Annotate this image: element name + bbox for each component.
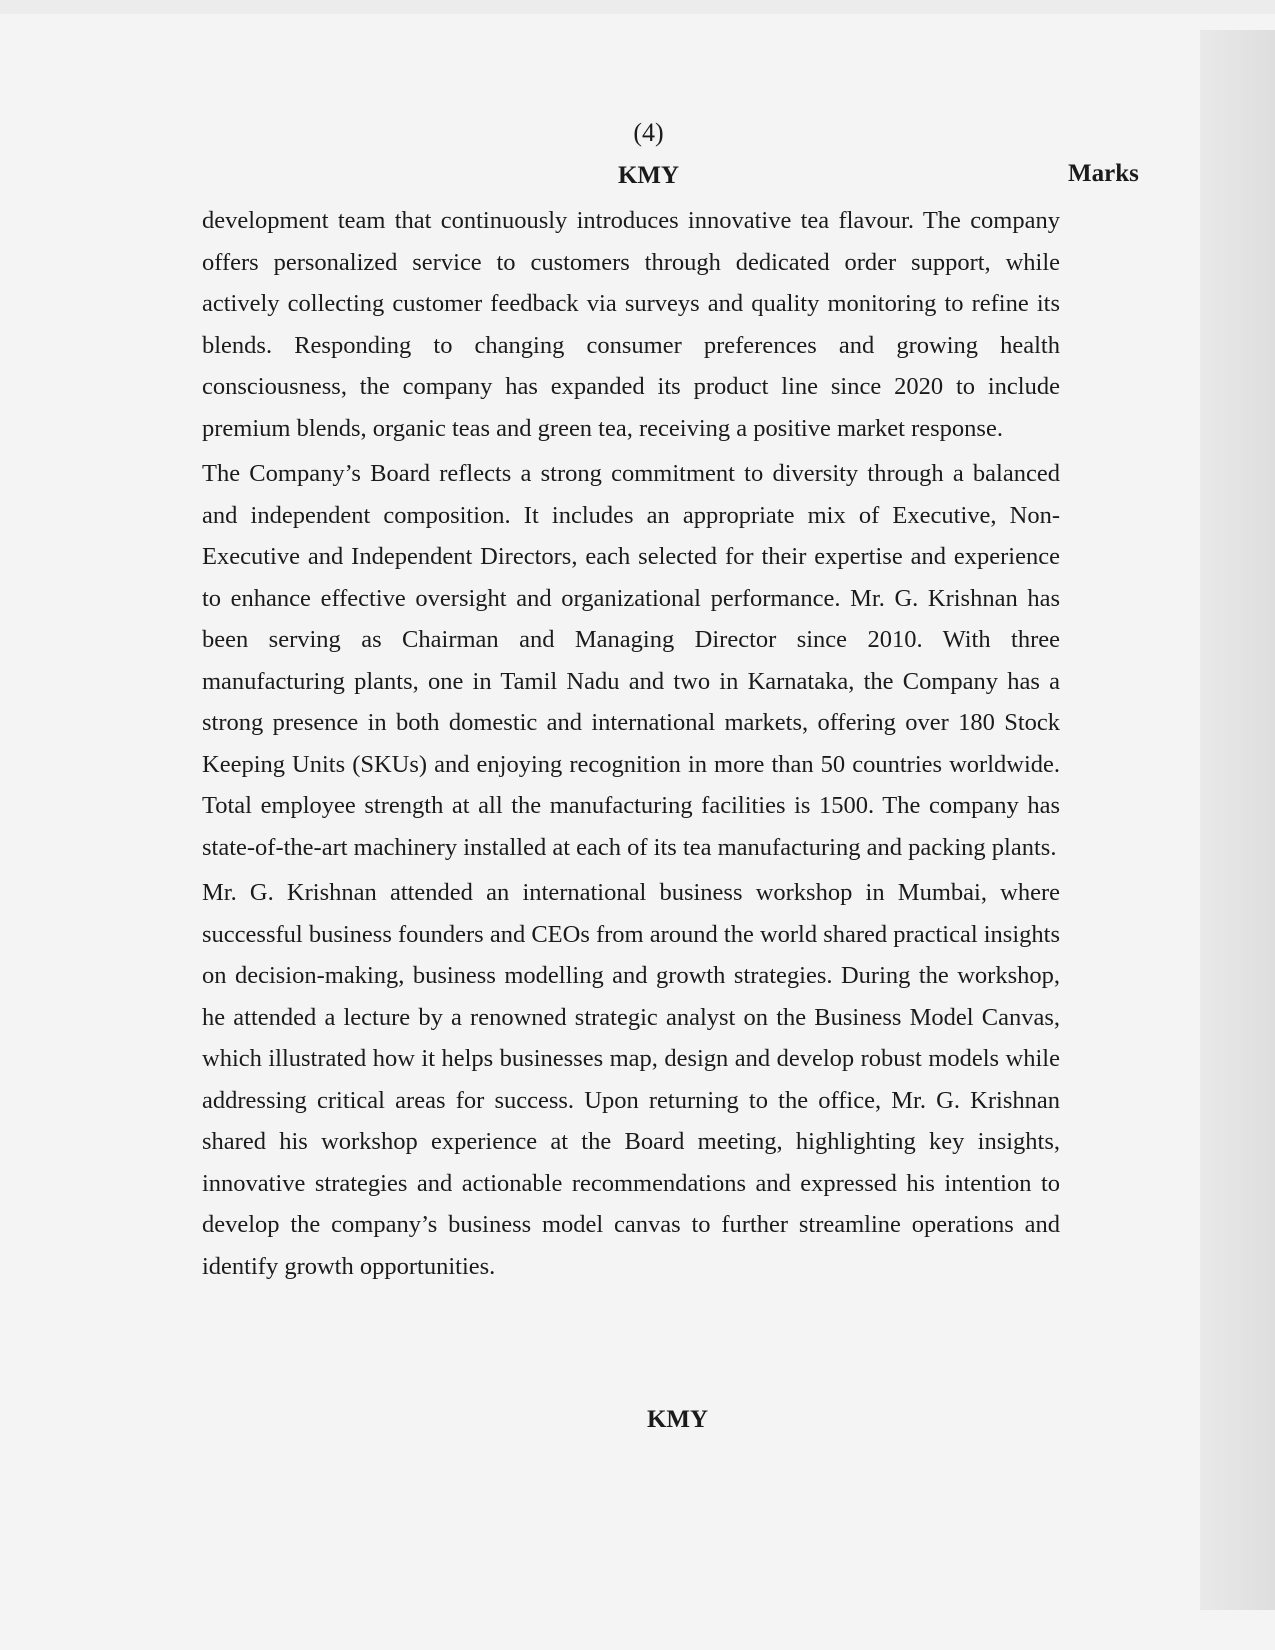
scan-top-edge bbox=[0, 0, 1275, 14]
paragraph-board-composition: The Company’s Board reflects a strong commitment to diversity through a balanced and independent composition. It includes an appropriate mix of Executive, Non-Executive and Independent Directors, each selected for their expertise and experience to enhance effective oversight and organizational performance. Mr. G. Krishnan has been serving as Chairman and Managing Director since 2010. With three manufacturing plants, one in Tamil Nadu and two in Karnataka, the Company has a strong presence in both domestic and international markets, offering over 180 Stock Keeping Units (SKUs) and enjoying recognition in more than 50 countries worldwide. Total employee strength at all the manufacturing facilities is 1500. The company has state-of-the-art machinery installed at each of its tea manufacturing and packing plants. bbox=[202, 460, 1060, 861]
case-study-body bbox=[202, 200, 1060, 1287]
paragraph-product-development: development team that continuously introduces innovative tea flavour. The company offers personalized service to customers through dedicated order support, while actively collecting customer feedback via surveys and quality monitoring to refine its blends. Responding to changing consumer preferences and growing health consciousness, the company has expanded its product line since 2020 to include premium blends, organic teas and green tea, receiving a positive market response. bbox=[202, 207, 1060, 442]
paragraph-workshop: Mr. G. Krishnan attended an international business workshop in Mumbai, where successful business founders and CEOs from around the world shared practical insights on decision-making, business modelling and growth strategies. During the workshop, he attended a lecture by a renowned strategic analyst on the Business Model Canvas, which illustrated how it helps businesses map, design and develop robust models while addressing critical areas for success. Upon returning to the office, Mr. G. Krishnan shared his workshop experience at the Board meeting, highlighting key insights, innovative strategies and actionable recommendations and expressed his intention to develop the company’s business model canvas to further streamline operations and identify growth opportunities. bbox=[202, 879, 1060, 1280]
footer-paper-code: KMY bbox=[646, 1406, 709, 1433]
page-number: (4) bbox=[633, 118, 664, 147]
marks-column-label: Marks bbox=[1068, 160, 1139, 187]
header-paper-code: KMY bbox=[617, 162, 680, 189]
scan-right-edge bbox=[1200, 30, 1275, 1610]
